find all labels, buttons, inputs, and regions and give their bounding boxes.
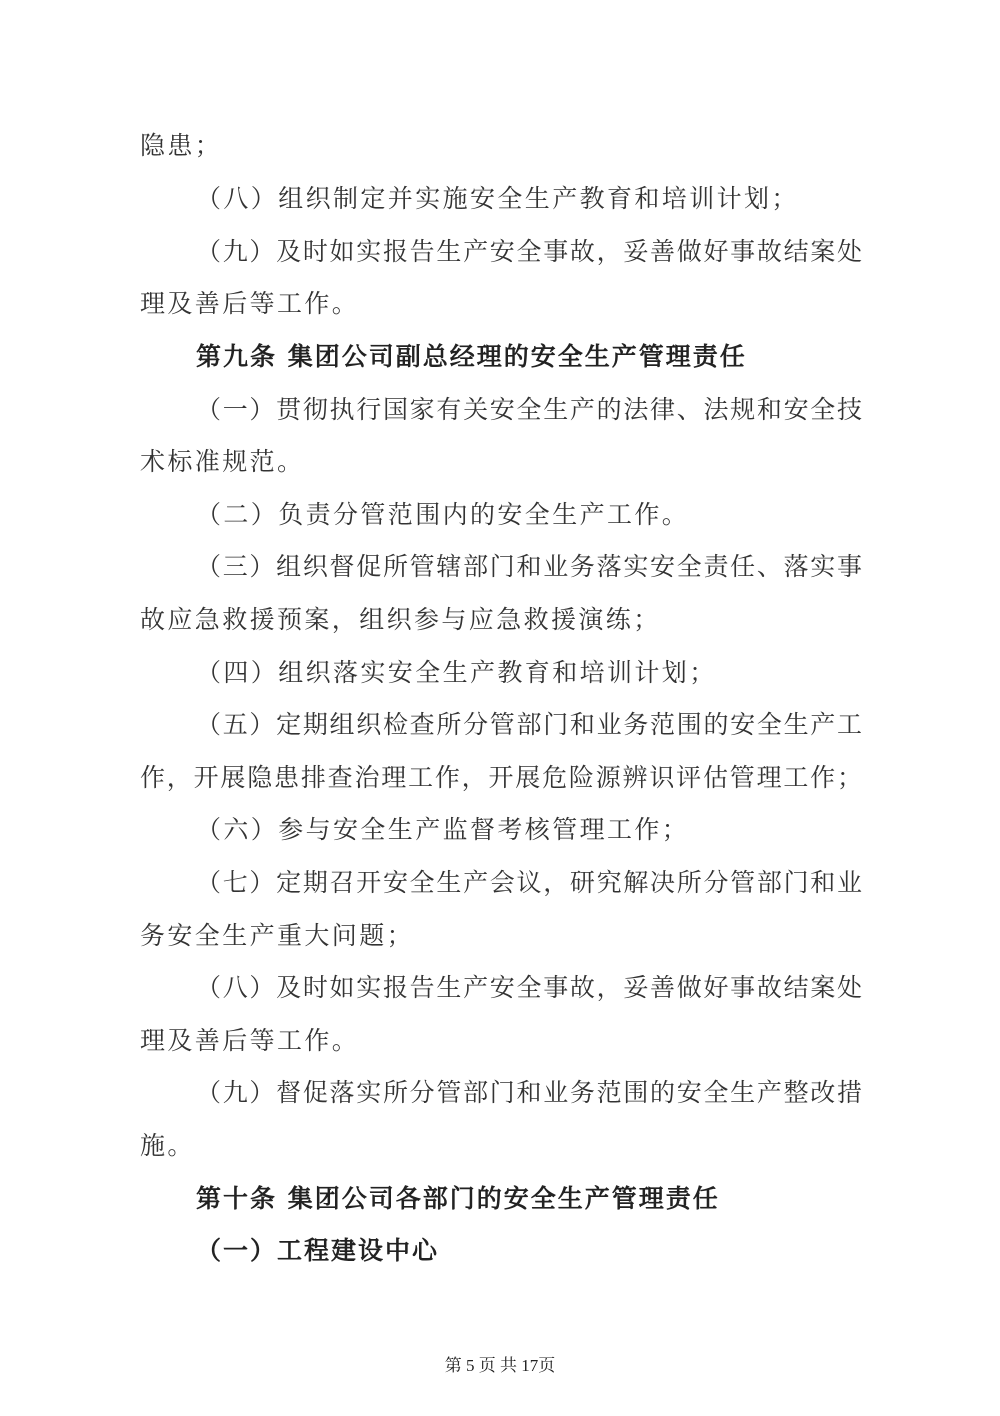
text-line: 隐患； [140,131,223,160]
text-line: 术标准规范。 [140,447,305,476]
text-line: 施。 [140,1131,195,1160]
text-line: （二）负责分管范围内的安全生产工作。 [196,500,690,529]
text-line: 故应急救援预案，组织参与应急救援演练； [140,605,661,634]
page-number: 第 5 页 共 17页 [444,1356,556,1375]
text-line: 作，开展隐患排查治理工作，开展危险源辨识评估管理工作； [140,763,862,792]
text-line: 理及善后等工作。 [140,289,360,318]
text-line: （六）参与安全生产监督考核管理工作； [196,815,690,844]
text-line: （五）定期组织检查所分管部门和业务范围的安全生产工 [196,710,862,739]
text-line: （四）组织落实安全生产教育和培训计划； [196,658,717,687]
text-line: （八）组织制定并实施安全生产教育和培训计划； [196,184,799,213]
article-heading: 第十条 集团公司各部门的安全生产管理责任 [196,1184,720,1213]
text-line: 务安全生产重大问题； [140,921,415,950]
text-line: 理及善后等工作。 [140,1026,360,1055]
text-line: （七）定期召开安全生产会议，研究解决所分管部门和业 [196,868,862,897]
text-line: （三）组织督促所管辖部门和业务落实安全责任、落实事 [196,552,862,581]
section-heading: （一）工程建设中心 [196,1236,440,1265]
text-line: （九）督促落实所分管部门和业务范围的安全生产整改措 [196,1078,862,1107]
text-line: （一）贯彻执行国家有关安全生产的法律、法规和安全技 [196,395,862,424]
article-heading: 第九条 集团公司副总经理的安全生产管理责任 [196,342,747,371]
text-line: （八）及时如实报告生产安全事故，妥善做好事故结案处 [196,973,862,1002]
text-line: （九）及时如实报告生产安全事故，妥善做好事故结案处 [196,237,862,266]
